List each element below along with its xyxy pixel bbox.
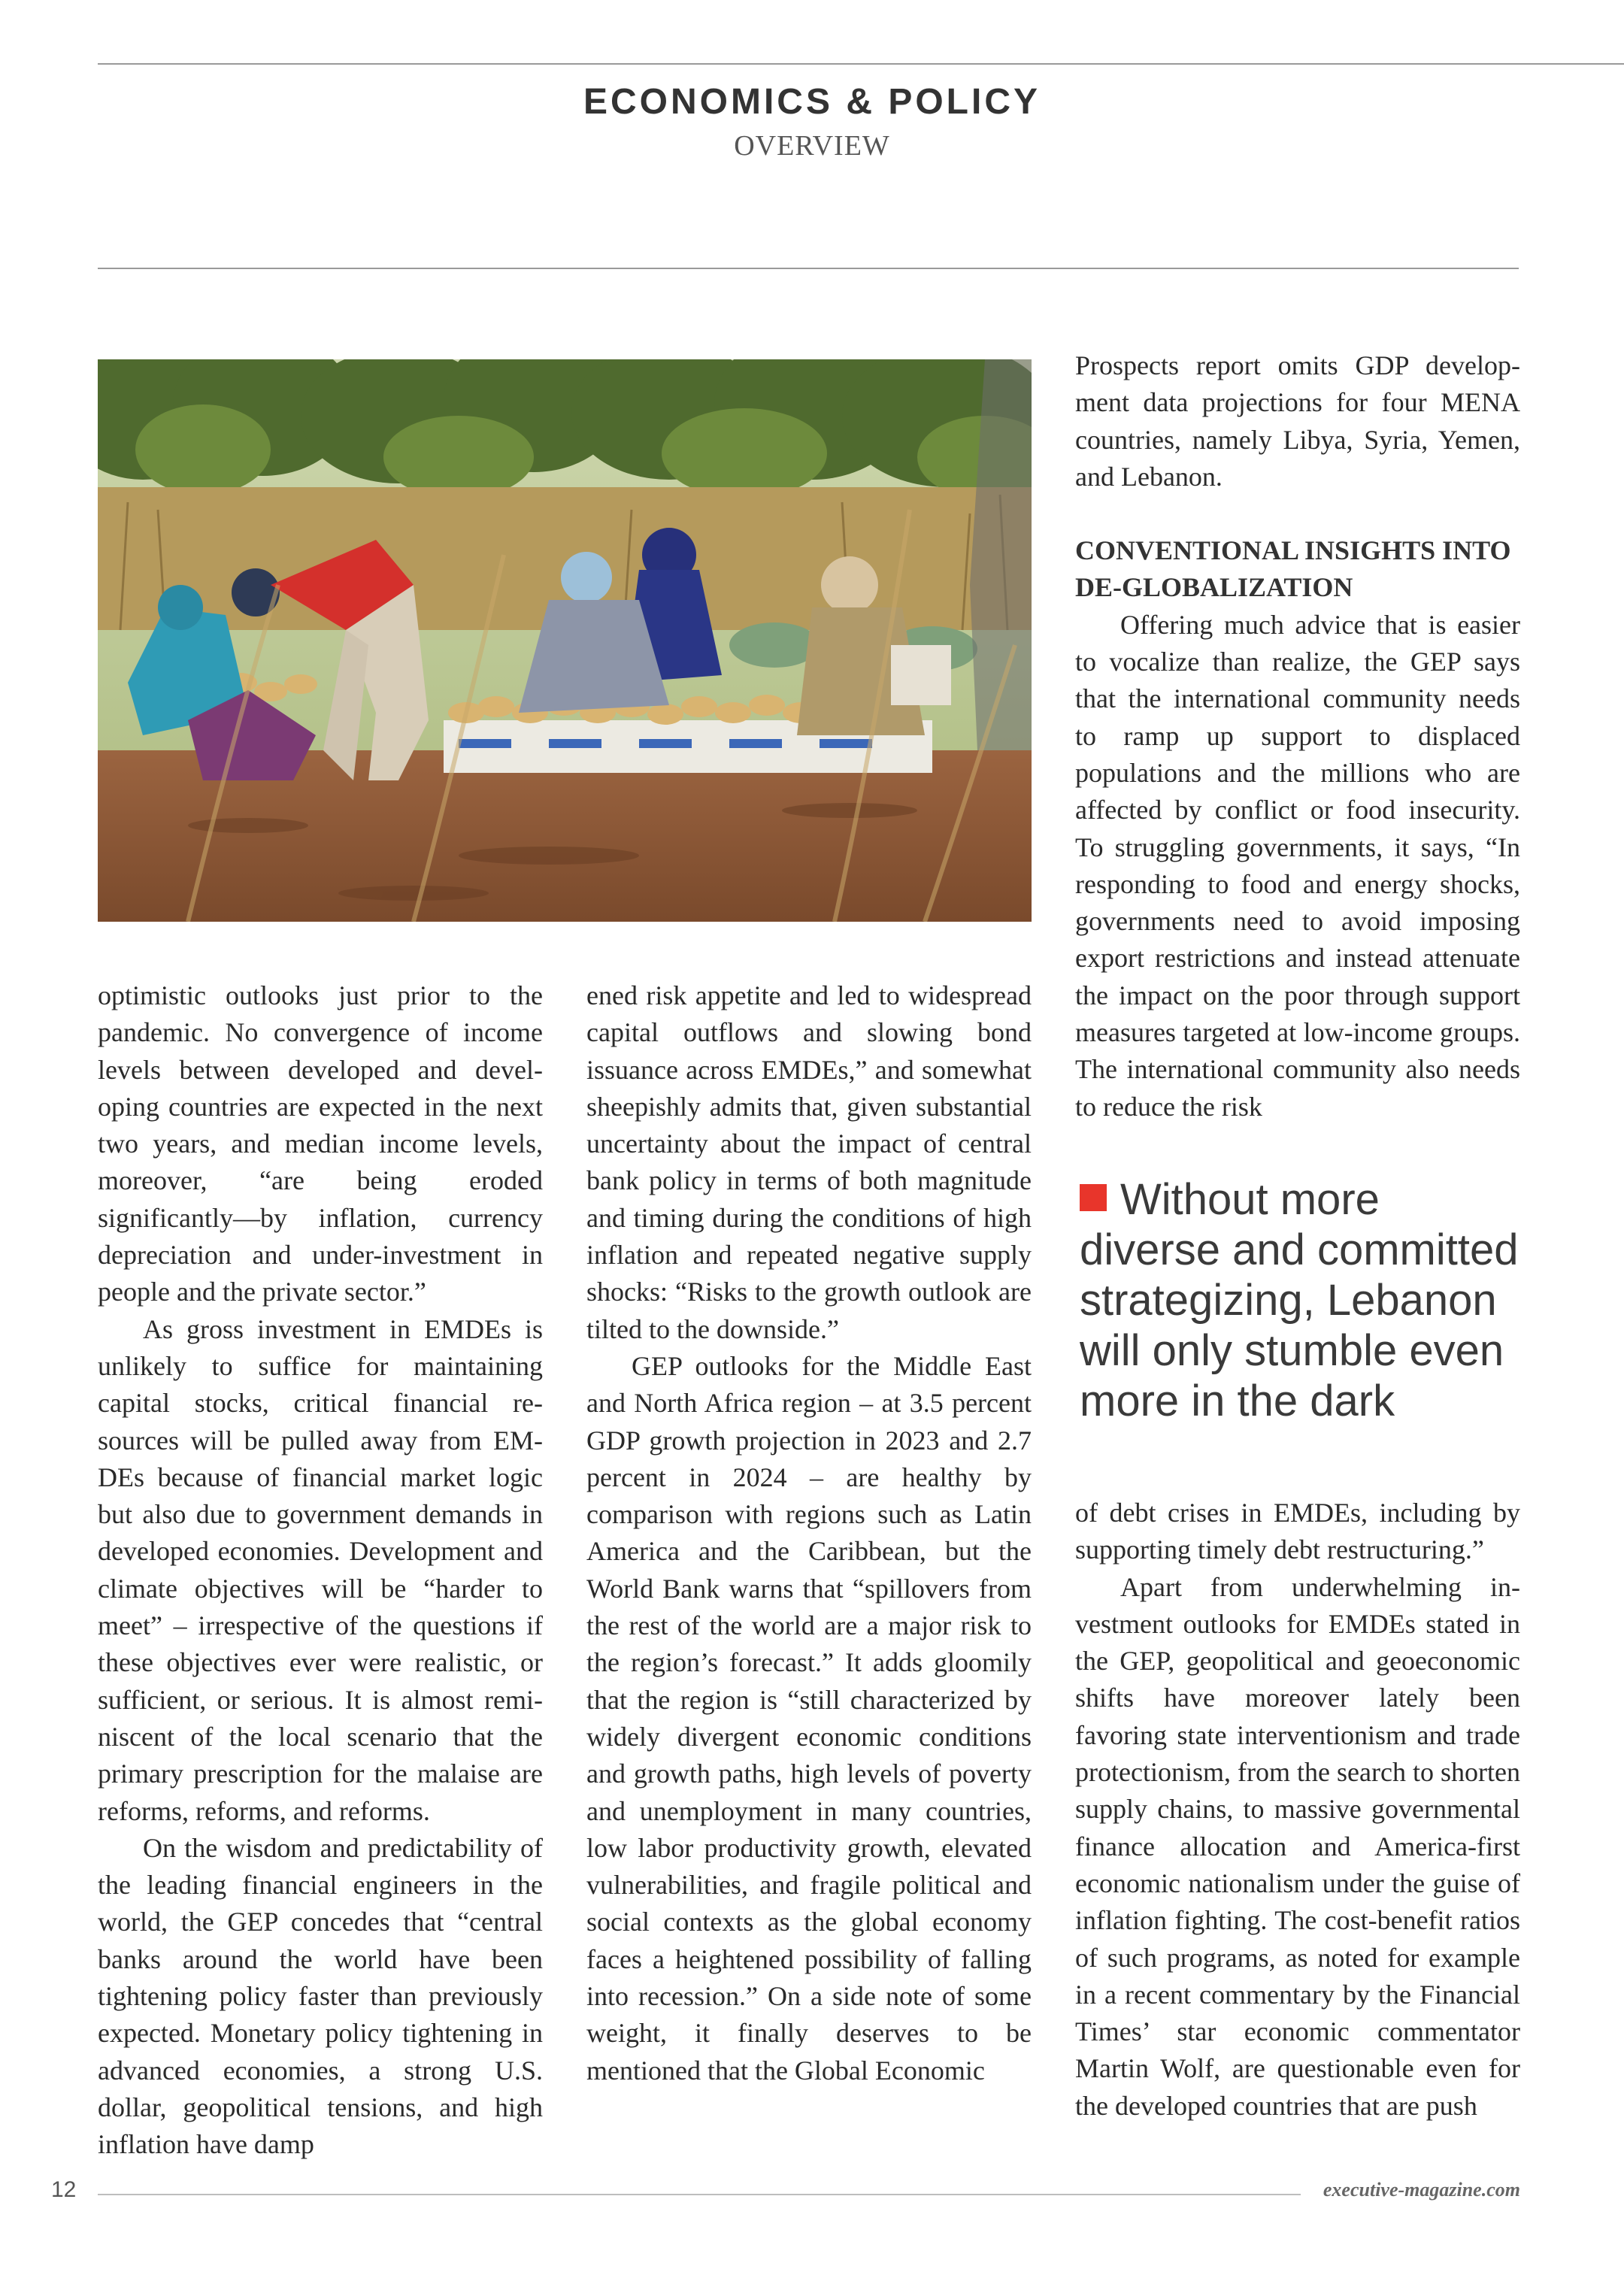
top-rule (98, 63, 1624, 65)
red-square-icon (1080, 1184, 1107, 1211)
paragraph: Offering much advice that is easier to vocalize than realize, the GEP says that the international community needs to ramp up support to displaced populations and the millions who are affected by conflict or food insecurity. To struggling governments, it says, “In responding to food and energy shocks, governments need to avoid imposing export restrictions and instead attenuate the impact on the poor through support measures targeted at low-income groups. The international community also needs to reduce the risk (1075, 609, 1520, 1122)
subheading: CONVENTIONAL INSIGHTS INTO DE-GLOBALIZATION (1075, 535, 1511, 603)
text-column-middle (586, 977, 1032, 2089)
paragraph: optimistic outlooks just prior to the pandemic. No convergence of income levels between developed and developing countries are expected in the next two years, and median income levels, moreover, “are being eroded significantly—by inflation, currency depreciation and under-investment in people and the private sector.” (98, 980, 543, 1307)
paragraph: Prospects report omits GDP development data projections for four MENA countries, namely Libya, Syria, Yemen, and Lebanon. (1075, 350, 1520, 492)
paragraph: As gross investment in EMDEs is unlikely to suffice for maintaining capital stocks, critical financial resources will be pulled away from EMDEs because of financial market logic but also due to government demands in developed economies. Development and climate objectives will be “harder to meet” – irrespective of the questions if these objectives ever were realistic, or sufficient, or serious. It is almost reminiscent of the local scenario that the primary prescription for the malaise are reforms, reforms, and reforms. (98, 1313, 543, 1826)
section-title: ECONOMICS & POLICY (583, 82, 1041, 122)
text-column-right-top (1075, 347, 1520, 1125)
section-subtitle: OVERVIEW (734, 130, 890, 162)
paragraph: On the wisdom and predictability of the leading financial engineers in the world, the GEP concedes that “central banks around the world have been tightening policy faster than previously expected. Monetary policy tightening in advanced economies, a strong U.S. dollar, geopolitical tensions, and high inflation have damp (98, 1832, 543, 2160)
paragraph: of debt crises in EMDEs, including by supporting timely debt restructuring.” (1075, 1498, 1520, 1565)
paragraph: ened risk appetite and led to widespread capital outflows and slowing bond issuance across EMDEs,” and somewhat sheepishly admits that, given substantial uncertainty about the impact of central bank policy in terms of both magnitude and timing during the conditions of high inflation and repeated negative supply shocks: “Risks to the growth outlook are tilted to the downside.” (586, 980, 1032, 1344)
text-column-left (98, 977, 543, 2164)
page-number: 12 (51, 2177, 77, 2202)
footer-rule (98, 2194, 1301, 2195)
header-rule (98, 268, 1519, 269)
pull-quote (1080, 1174, 1531, 1426)
text-column-right-bottom (1075, 1495, 1520, 2125)
paragraph: GEP outlooks for the Middle East and North Africa region – at 3.5 percent GDP growth projection in 2023 and 2.7 percent in 2024 – are healthy by comparison with regions such as Latin America and the Caribbean, but the World Bank warns that “spillovers from the rest of the world are a major risk to the region’s forecast.” It adds gloomily that the region is “still characterized by widely divergent economic conditions and growth paths, high levels of poverty and unemployment in many countries, low labor productivity growth, elevated vulnerabilities, and fragile political and social contexts as the global economy faces a heightened possibility of falling into recession.” On a side note of some weight, it finally deserves to be mentioned that the Global Economic (586, 1350, 1032, 2086)
footer-site-link[interactable]: executive-magazine.com (1323, 2179, 1520, 2201)
paragraph: Apart from underwhelming investment outlooks for EMDEs stated in the GEP, geopolitical and geoeconomic shifts have moreover lately been favoring state interventionism and trade protectionism, from the search to shorten supply chains, to massive governmental finance allocation and America-first economic nationalism under the guise of inflation fighting. The cost-benefit ratios of such programs, as noted for example in a recent commentary by the Financial Times’ star economic commentator Martin Wolf, are questionable even for the developed countries that are push (1075, 1571, 1520, 2121)
farm-workers-photo (98, 359, 1032, 922)
pull-quote-text: Without more diverse and committed strategizing, Lebanon will only stumble even more in the dark (1080, 1175, 1519, 1425)
